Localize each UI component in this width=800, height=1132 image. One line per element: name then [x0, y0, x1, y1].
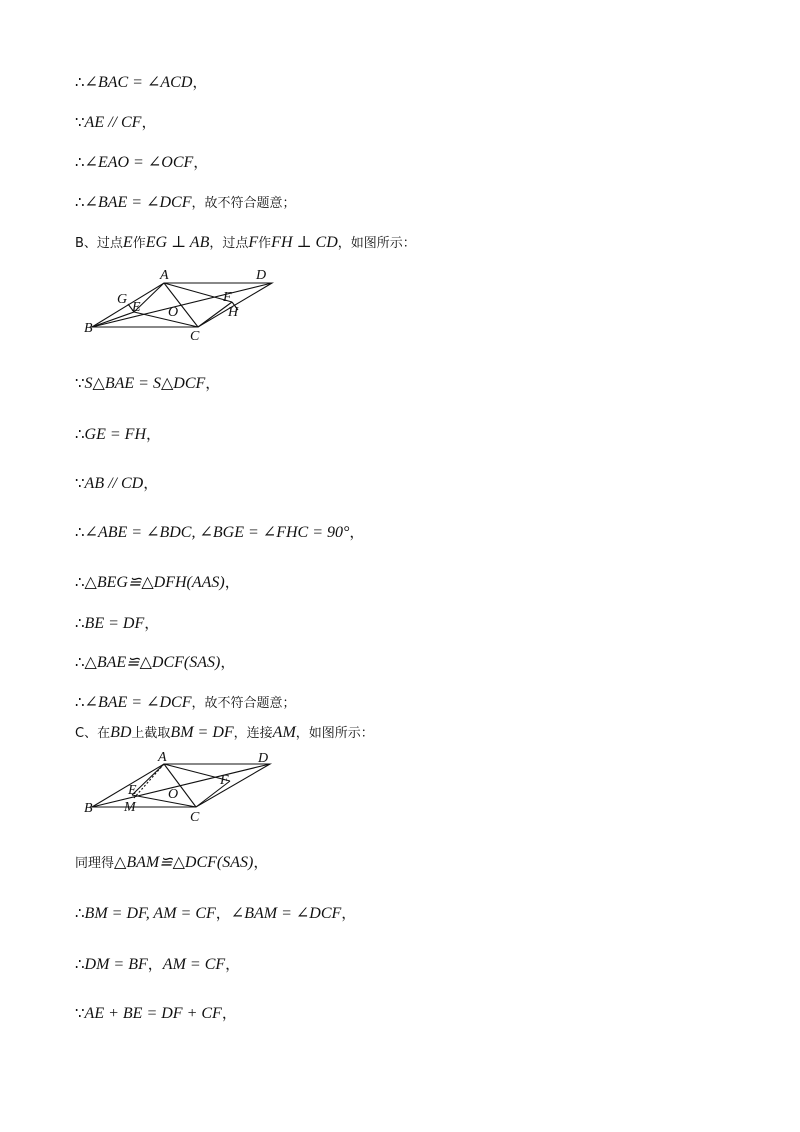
label-c: C [190, 810, 200, 825]
line-14: C、在BD上截取BM = DF，连接AM，如图所示： [75, 724, 374, 741]
line-3: ∴∠EAO = ∠OCF， [75, 153, 209, 171]
parallelogram-figure-2 [80, 748, 290, 828]
label-m: M [124, 800, 136, 815]
line-17: ∴DM = BF，AM = CF， [75, 955, 241, 973]
label-o: O [168, 787, 179, 802]
label-e: E [132, 300, 141, 315]
line-15: 同理得△BAM≌△DCF(SAS)， [75, 853, 269, 871]
label-g: G [117, 292, 128, 307]
label-e: E [128, 783, 137, 798]
segment-af [164, 283, 232, 302]
line-9: ∴∠ABE = ∠BDC, ∠BGE = ∠FHC = 90°， [75, 523, 365, 541]
label-f: F [220, 773, 229, 788]
line-18: ∵AE + BE = DF + CF， [75, 1004, 237, 1022]
line-6: ∵S△BAE = S△DCF， [75, 374, 221, 392]
label-a: A [158, 750, 167, 765]
line-13: ∴∠BAE = ∠DCF，故不符合题意； [75, 693, 296, 711]
label-d: D [258, 751, 269, 766]
label-d: D [256, 268, 267, 283]
parallelogram-figure-1 [80, 266, 290, 346]
line-16: ∴BM = DF, AM = CF，∠BAM = ∠DCF， [75, 904, 357, 922]
label-b: B [84, 801, 93, 816]
line-1: ∴∠BAC = ∠ACD， [75, 73, 208, 91]
label-b: B [84, 321, 93, 336]
line-2: ∵AE // CF， [75, 113, 157, 131]
line-4: ∴∠BAE = ∠DCF，故不符合题意； [75, 193, 296, 211]
line-8: ∵AB // CD， [75, 474, 159, 492]
segment-fc [198, 302, 232, 327]
label-f: F [223, 290, 232, 305]
label-a: A [160, 268, 169, 283]
line-7: ∴GE = FH， [75, 425, 162, 443]
label-h: H [228, 305, 239, 320]
label-o: O [168, 305, 179, 320]
line-11: ∴BE = DF， [75, 614, 160, 632]
diagonal-bd [92, 764, 270, 807]
line-10: ∴△BEG≌△DFH(AAS)， [75, 573, 240, 591]
label-c: C [190, 329, 200, 344]
segment-ec [132, 795, 196, 807]
line-12: ∴△BAE≌△DCF(SAS)， [75, 653, 236, 671]
line-5: B、过点E作EG ⊥ AB，过点F作FH ⊥ CD，如图所示： [75, 234, 416, 251]
